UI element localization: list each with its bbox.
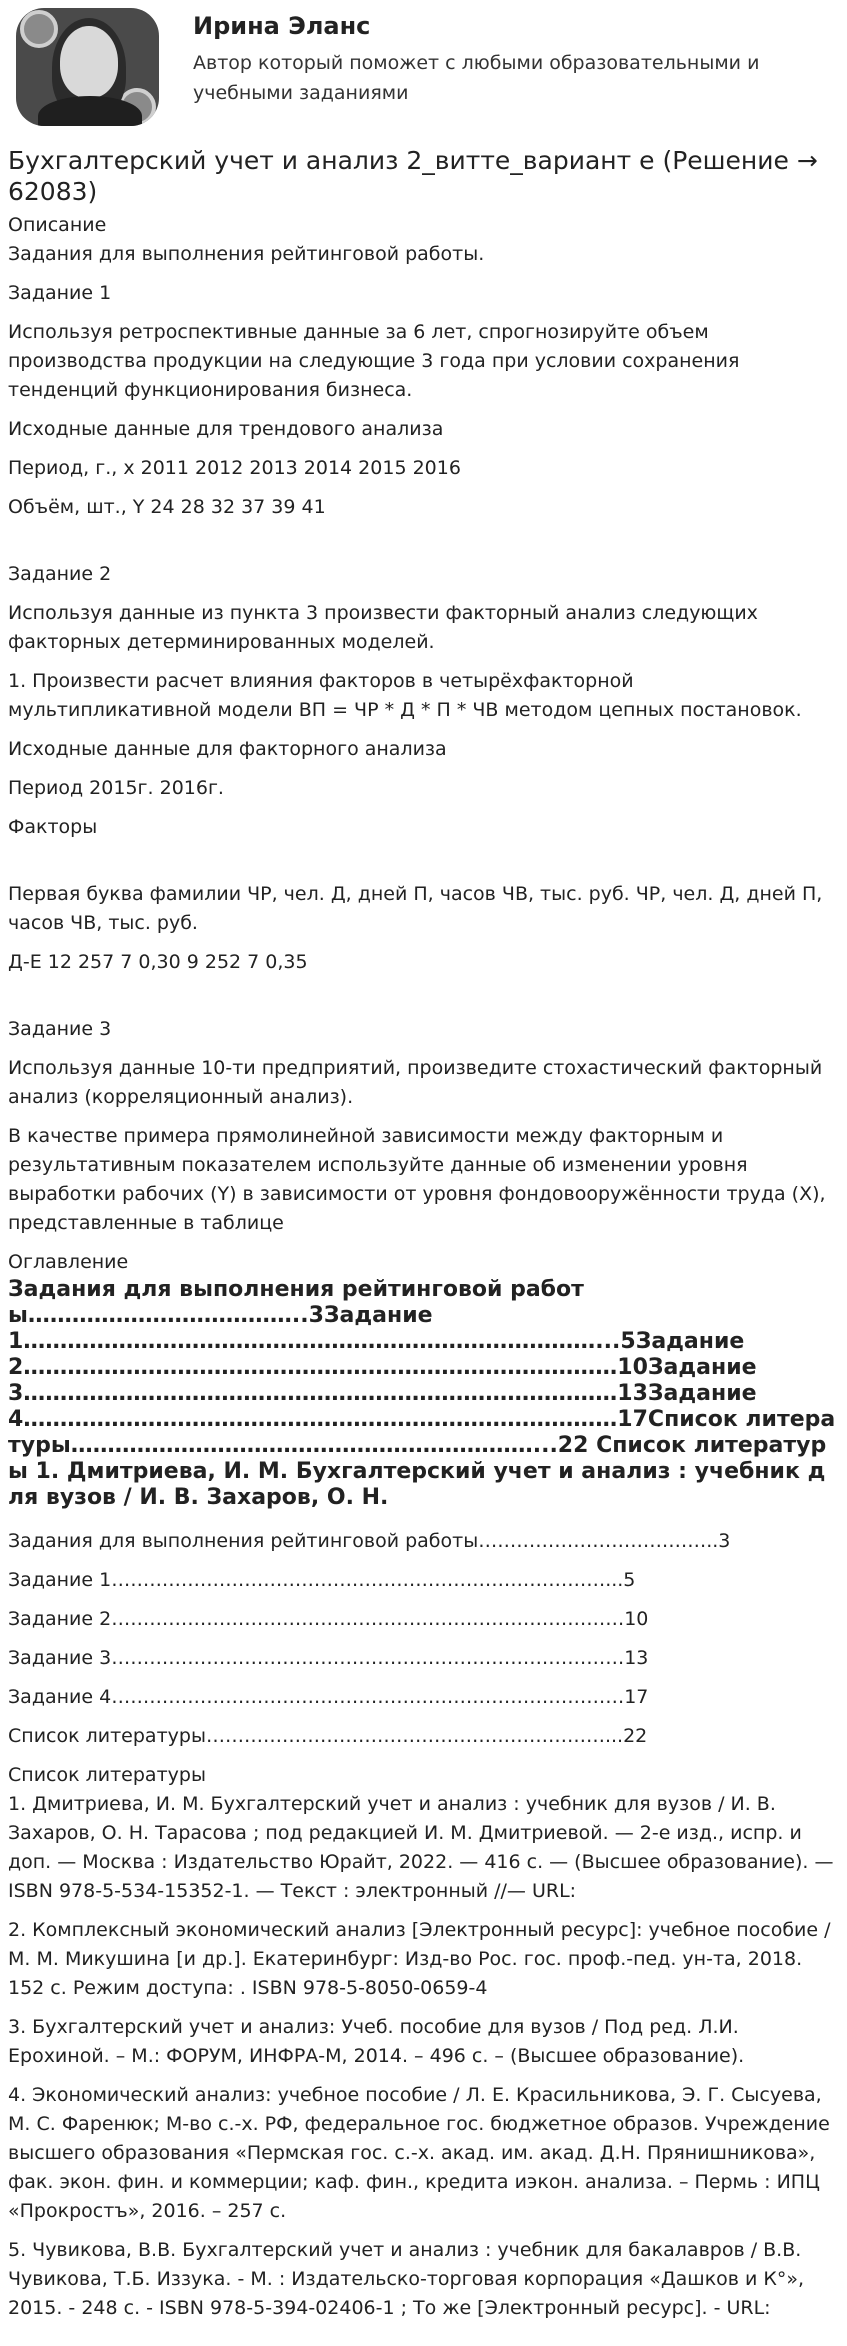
toc-bold-block: Задания для выполнения рейтинговой работы………………………………..3Задание 1……………………………………………………………………...5Задание 2………………………………………………………………………10Задание 3………………………………………………………………………13Задание 4………………………………………………………………………17Список литературы………………………………………………………...22 Список литературы 1. Дмитриева, И. М. Бухгалтерский учет и анализ : учебник для вузов / И. В. Захаров, О. Н. [8,1277,836,1510]
toc-entry: Задания для выполнения рейтинговой работы………………………………..3 [8,1530,731,1552]
intro-text: Задания для выполнения рейтинговой работы. [8,243,485,265]
reference-item: 1. Дмитриева, И. М. Бухгалтерский учет и анализ : учебник для вузов / И. В. Захаров, О. Н. Тарасова ; под редакцией И. М. Дмитриевой. — 2-е изд., испр. и доп. — Москва : Издательство Юрайт, 2022. — 416 с. — (Высшее образование). — ISBN 978-5-534-15352-1. — Текст : электронный //— URL: [8,1793,834,1902]
task2-text: Используя данные из пункта 3 произвести факторный анализ следующих факторных детерминированных моделей. [8,602,758,653]
spacer [8,852,839,880]
task2-item1: 1. Произвести расчет влияния факторов в четырёхфакторной мультипликативной модели ВП = ЧР * Д * П * ЧВ методом цепных постановок. [8,670,802,721]
toc-entry: Задание 1……………………………………………………………………...5 [8,1569,636,1591]
task1-volume: Объём, шт., Y 24 28 32 37 39 41 [8,496,326,518]
author-avatar[interactable] [16,8,159,126]
task3-heading: Задание 3 [8,1018,112,1040]
task2-source: Исходные данные для факторного анализа [8,738,447,760]
avatar-face [60,26,118,98]
toc-entry: Список литературы………………………………………………………...22 [8,1725,648,1747]
spacer [8,532,839,560]
toc-entry: Задание 3………………………………………………………………………13 [8,1647,649,1669]
film-reel-icon [20,10,58,48]
task2-data-row: Д-Е 12 257 7 0,30 9 252 7 0,35 [8,951,308,973]
author-name[interactable]: Ирина Эланс [193,12,371,40]
task3-text2: В качестве примера прямолинейной зависимости между факторным и результативным показателем используйте данные об изменении уровня выработки рабочих (Y) в зависимости от уровня фондовооружённости труда (X), представленные в таблице [8,1125,826,1234]
spacer [8,987,839,1015]
toc-label: Оглавление [8,1251,129,1273]
task1-source: Исходные данные для трендового анализа [8,418,444,440]
reference-item: 3. Бухгалтерский учет и анализ: Учеб. пособие для вузов / Под ред. Л.И. Ерохиной. – М.: ФОРУМ, ИНФРА-М, 2014. – 496 с. – (Высшее образование). [8,2016,745,2067]
toc-entry: Задание 4………………………………………………………………………17 [8,1686,649,1708]
reference-item: 2. Комплексный экономический анализ [Электронный ресурс]: учебное пособие / М. М. Микушина [и др.]. Екатеринбург: Изд-во Рос. гос. проф.-пед. ун-та, 2018. 152 с. Режим доступа: . ISBN 978-5-8050-0659-4 [8,1919,831,1999]
task1-heading: Задание 1 [8,282,112,304]
task2-heading: Задание 2 [8,563,112,585]
work-title: Бухгалтерский учет и анализ 2_витте_вариант е (Решение → 62083) [8,146,818,206]
author-description: Автор который поможет с любыми образовательными и учебными заданиями [193,52,760,104]
author-card [8,0,839,145]
task2-period: Период 2015г. 2016г. [8,777,224,799]
task1-period: Период, г., x 2011 2012 2013 2014 2015 2016 [8,457,461,479]
reference-item: 5. Чувикова, В.В. Бухгалтерский учет и анализ : учебник для бакалавров / В.В. Чувикова, Т.Б. Иззука. - М. : Издательско-торговая корпорация «Дашков и К°», 2015. - 248 с. - ISBN 978-5-394-02406-1 ; То же [Электронный ресурс]. - URL: [8,2239,805,2319]
references-label: Список литературы [8,1764,206,1786]
task2-factors: Факторы [8,816,98,838]
toc-entry: Задание 2………………………………………………………………………10 [8,1608,649,1630]
task2-header-row: Первая буква фамилии ЧР, чел. Д, дней П, часов ЧВ, тыс. руб. ЧР, чел. Д, дней П, часов ЧВ, тыс. руб. [8,883,823,934]
task1-text: Используя ретроспективные данные за 6 лет, спрогнозируйте объем производства продукции на следующие 3 года при условии сохранения тенденций функционирования бизнеса. [8,321,740,401]
task3-text: Используя данные 10-ти предприятий, произведите стохастический факторный анализ (корреляционный анализ). [8,1057,823,1108]
reference-item: 4. Экономический анализ: учебное пособие / Л. Е. Красильникова, Э. Г. Сысуева, М. С. Фаренюк; М-во с.-х. РФ, федеральное гос. бюджетное образов. Учреждение высшего образования «Пермская гос. с.-х. акад. им. акад. Д.Н. Прянишникова», фак. экон. фин. и коммерции; каф. фин., кредита иэкон. анализа. – Пермь : ИПЦ «Прокростъ», 2016. – 257 с. [8,2084,830,2222]
description-label: Описание [8,214,107,236]
